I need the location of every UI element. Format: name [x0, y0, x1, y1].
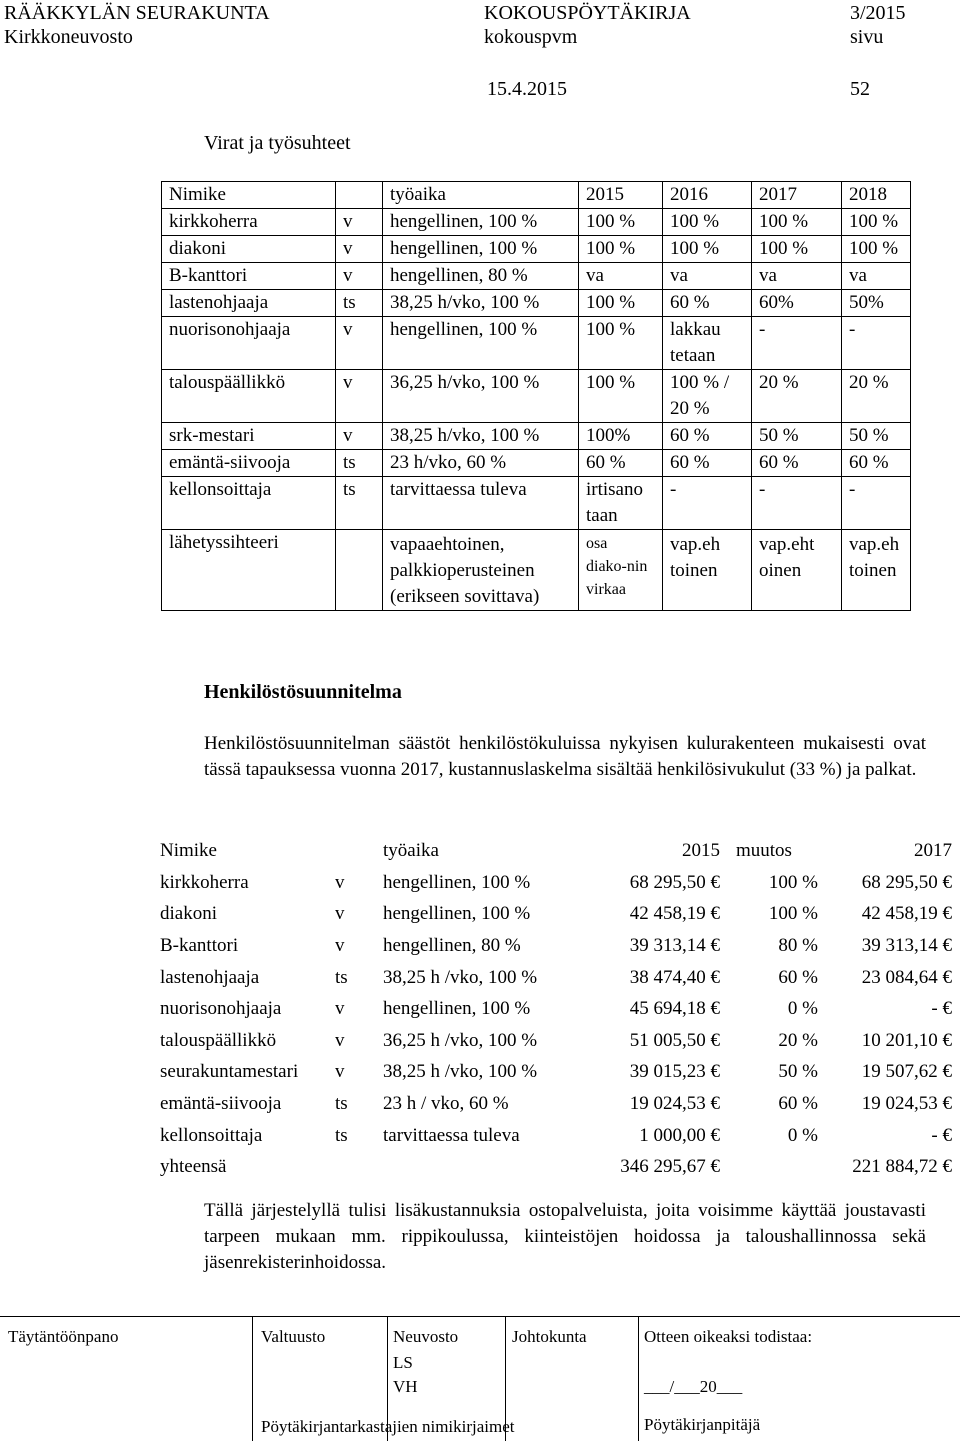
- page-number: 52: [850, 78, 870, 100]
- table-row: lastenohjaaja ts 38,25 h/vko, 100 % 100 % 60 % 60% 50%: [162, 290, 911, 317]
- document-number: 3/2015: [850, 2, 906, 24]
- table-row: diakoni v hengellinen, 100 % 100 % 100 % 100 % 100 %: [162, 236, 911, 263]
- table-row: kirkkoherra v hengellinen, 100 % 68 295,50 € 100 % 68 295,50 €: [160, 871, 952, 893]
- document-type: KOKOUSPÖYTÄKIRJA: [484, 2, 691, 24]
- table-row: seurakuntamestari v 38,25 h /vko, 100 % 39 015,23 € 50 % 19 507,62 €: [160, 1061, 952, 1083]
- management-label: Johtokunta: [512, 1327, 587, 1346]
- keeper-label: Pöytäkirjanpitäjä: [644, 1415, 761, 1434]
- table-row: diakoni v hengellinen, 100 % 42 458,19 € 100 % 42 458,19 €: [160, 903, 952, 925]
- table-row: talouspäällikkö v 36,25 h/vko, 100 % 100 % 100 % / 20 % 20 % 20 %: [162, 370, 911, 423]
- header-cell: 2015: [579, 182, 663, 209]
- table-row: nuorisonohjaaja v hengellinen, 100 % 100 % lakkau tetaan - -: [162, 317, 911, 370]
- table-row: kellonsoittaja ts tarvittaessa tuleva irtisano taan - - -: [162, 477, 911, 530]
- checkers-label: Pöytäkirjantarkastajien nimikirjaimet: [261, 1417, 515, 1436]
- header-cell: 2018: [842, 182, 911, 209]
- table-row: talouspäällikkö v 36,25 h /vko, 100 % 51 005,50 € 20 % 10 201,10 €: [160, 1029, 952, 1051]
- table-row: emäntä-siivooja ts 23 h / vko, 60 % 19 024,53 € 60 % 19 024,53 €: [160, 1093, 952, 1115]
- council-label: Valtuusto: [261, 1327, 326, 1346]
- table-row: srk-mestari v 38,25 h/vko, 100 % 100% 60 % 50 % 50 %: [162, 423, 911, 450]
- signature-footer: [0, 1316, 960, 1441]
- header-cell: 2017: [752, 182, 842, 209]
- header-cell: Nimike: [162, 182, 336, 209]
- table-row: B-kanttori v hengellinen, 80 % va va va va: [162, 263, 911, 290]
- table-row: lähetyssihteeri vapaaehtoinen, palkkioperusteinen (erikseen sovittava) osa diako-nin virkaa vap.eh toinen vap.eht oinen vap.eh toinen: [162, 530, 911, 611]
- table-header-row: Nimike työaika 2015 muutos 2017: [160, 840, 952, 862]
- table-header-row: [162, 182, 911, 209]
- section-title-staff-plan: Henkilöstösuunnitelma: [204, 681, 402, 703]
- board-label: Neuvosto: [393, 1327, 459, 1346]
- cost-table: [152, 835, 960, 1183]
- body-name: Kirkkoneuvosto: [4, 26, 133, 48]
- staff-plan-paragraph: Henkilöstösuunnitelman säästöt henkilöstökuluissa nykyisen kulurakenteen mukaisesti ovat tässä tapauksessa vuonna 2017, kustannuslaskelma sisältää henkilösivukulut (33 %) ja palkat.: [204, 733, 926, 780]
- table-row: emäntä-siivooja ts 23 h/vko, 60 % 60 % 60 % 60 % 60 %: [162, 450, 911, 477]
- total-row: yhteensä 346 295,67 € 221 884,72 €: [160, 1156, 952, 1178]
- parish-name: RÄÄKKYLÄN SEURAKUNTA: [4, 2, 270, 24]
- table-row: kirkkoherra v hengellinen, 100 % 100 % 100 % 100 % 100 %: [162, 209, 911, 236]
- header-cell: 2016: [663, 182, 752, 209]
- closing-note: Tällä järjestelyllä tulisi lisäkustannuksia ostopalveluista, joita voisimme käyttää joustavasti tarpeen mukaan mm. rippikoulussa, kiinteistöjen hoidossa ja taloushallinnossa sekä jäsenrekisterinhoidossa.: [204, 1200, 926, 1273]
- date-label: kokouspvm: [484, 26, 578, 48]
- execution-label: Täytäntöönpano: [8, 1327, 119, 1346]
- meeting-date: 15.4.2015: [487, 78, 567, 100]
- table-row: nuorisonohjaaja v hengellinen, 100 % 45 694,18 € 0 % - €: [160, 998, 952, 1020]
- header-cell: työaika: [383, 182, 579, 209]
- table-row: B-kanttori v hengellinen, 80 % 39 313,14 € 80 % 39 313,14 €: [160, 935, 952, 957]
- certified-label: Otteen oikeaksi todistaa:: [644, 1327, 813, 1346]
- date-blank: ___/___20___: [644, 1377, 743, 1396]
- initials-vh: VH: [393, 1377, 418, 1396]
- table-row: lastenohjaaja ts 38,25 h /vko, 100 % 38 474,40 € 60 % 23 084,64 €: [160, 966, 952, 988]
- initials-ls: LS: [393, 1353, 413, 1372]
- table-row: kellonsoittaja ts tarvittaessa tuleva 1 000,00 € 0 % - €: [160, 1124, 952, 1146]
- page-label: sivu: [850, 26, 884, 48]
- document-header: [0, 0, 960, 100]
- section-title-positions: Virat ja työsuhteet: [204, 132, 351, 154]
- positions-table: [161, 181, 911, 611]
